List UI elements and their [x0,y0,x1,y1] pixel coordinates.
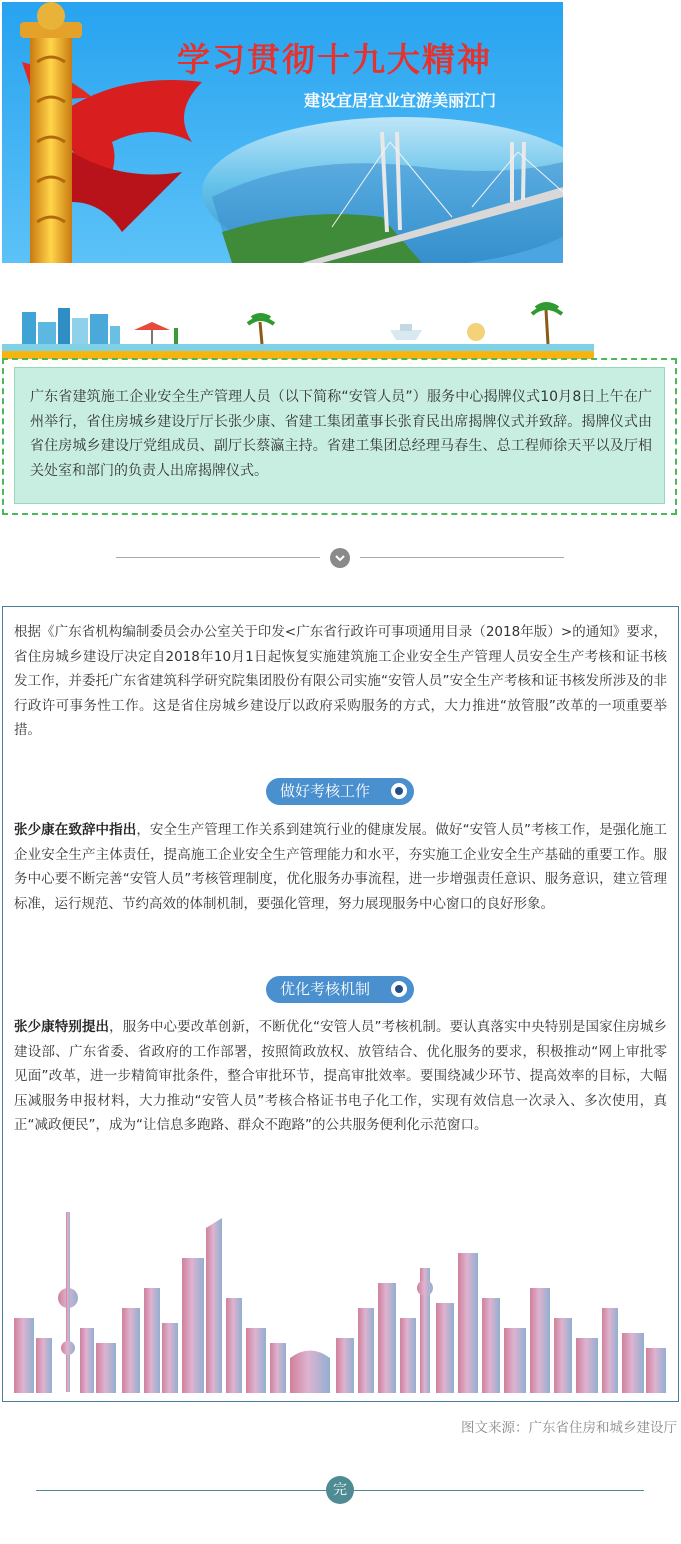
city-strip-illustration [2,300,602,360]
section-heading-2 [266,976,414,1003]
section-heading-label: 做好考核工作 [280,782,371,800]
section-2-paragraph [14,1015,667,1138]
chevron-down-icon [330,548,350,568]
banner-title: 学习贯彻十九大精神 [177,40,492,79]
section-2-lead: 张少康特别提出 [14,1019,110,1035]
section-1-paragraph [14,818,667,916]
article-paragraph: 根据《广东省机构编制委员会办公室关于印发<广东省行政许可事项通用目录（2018年版）>的通知》要求，省住房城乡建设厅决定自2018年10月1日起恢复实施建筑施工企业安全生产管理人员安全生产考核和证书核发工作，并委托广东省建筑科学研究院集团股份有限公司实施“安管人员”安全生产考核和证书核发所涉及的非行政许可事务性工作。这是省住房城乡建设厅以政府采购服务的方式，大力推进“放管服”改革的一项重要举措。 [14,624,667,738]
bullet-icon [391,783,407,799]
banner-subtitle: 建设宜居宜业宜游美丽江门 [304,91,497,110]
scroll-down-icon [330,548,350,568]
section-1-text: ，安全生产管理工作关系到建筑行业的健康发展。做好“安管人员”考核工作，是强化施工企业安全生产主体责任，提高施工企业安全生产管理能力和水平，夯实施工企业安全生产基础的重要工作。服务中心要不断完善“安管人员”考核管理制度，优化服务办事流程，进一步增强责任意识、服务意识，建立管理标准，运行规范、节约高效的体制机制，要强化管理，努力展现服务中心窗口的良好形象。 [14,822,667,912]
section-1-lead: 张少康在致辞中指出 [14,822,137,838]
section-heading-1 [266,778,414,805]
skyline-illustration [10,1208,670,1396]
bullet-icon [391,981,407,997]
divider-right [360,557,564,558]
header-banner [2,2,563,263]
section-2-text: ，服务中心要改革创新，不断优化“安管人员”考核机制。要认真落实中央特别是国家住房城乡建设部、广东省委、省政府的工作部署，按照简政放权、放管结合、优化服务的要求，积极推动“网上审批零见面”改革，进一步精简审批条件，整合审批环节，提高审批效率。要围绕减少环节、提高效率的目标，大幅压减服务申报材料，大力推动“安管人员”考核合格证书电子化工作，实现有效信息一次录入、多次使用，真正“减政便民”，成为“让信息多跑路、群众不跑路”的公共服务便利化示范窗口。 [14,1019,667,1133]
intro-text: 广东省建筑施工企业安全生产管理人员（以下简称“安管人员”）服务中心揭牌仪式10月8日上午在广州举行，省住房城乡建设厅厅长张少康、省建工集团董事长张育民出席揭牌仪式并致辞。揭牌仪式由省住房城乡建设厅党组成员、副厅长蔡瀛主持。省建工集团总经理马春生、总工程师徐天平以及厅相关处室和部门的负责人出席揭牌仪式。 [30,389,652,479]
section-heading-label: 优化考核机制 [280,980,371,998]
end-rule-right [354,1490,644,1491]
end-rule-left [36,1490,326,1491]
source-credit: 图文来源：广东省住房和城乡建设厅 [461,1420,677,1436]
divider-left [116,557,320,558]
end-badge: 完 [326,1476,354,1504]
